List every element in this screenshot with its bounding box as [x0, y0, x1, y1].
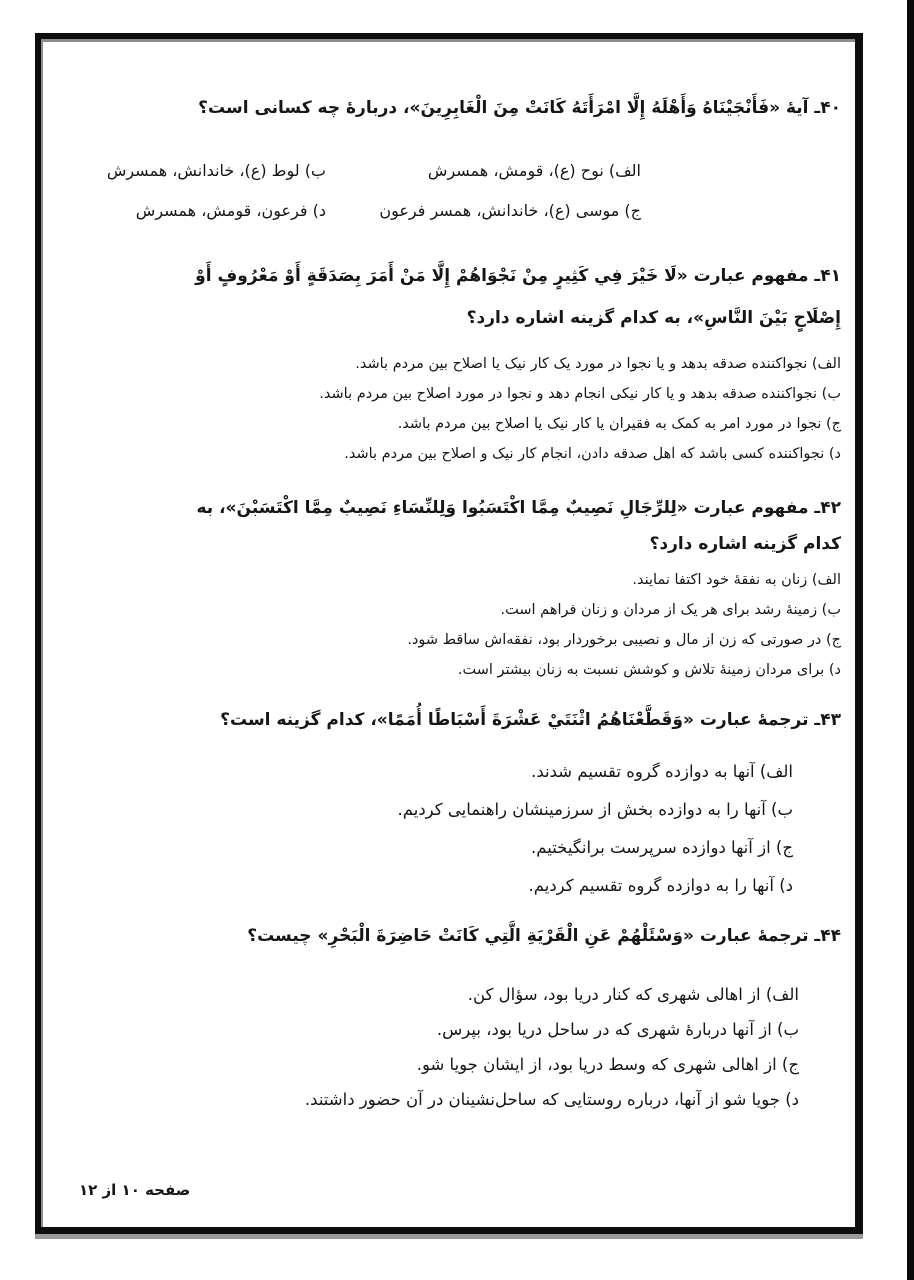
question-40-option-dal: د) فرعون، قومش، همسرش: [135, 201, 326, 220]
question-41-option-jim: ج) نجوا در مورد امر به کمک به فقیران یا کار نیک یا اصلاح بین مردم باشد.: [397, 416, 841, 432]
question-41-header-line-2: إِصْلَاحٍ بَيْنَ النَّاسِ»، به کدام گزینه اشاره دارد؟: [466, 308, 841, 328]
exam-page-frame: [35, 33, 863, 1234]
question-40-option-jim: ج) موسی (ع)، خاندانش، همسر فرعون: [379, 201, 641, 220]
question-44-option-alef: الف) از اهالی شهری که کنار دریا بود، سؤال کن.: [467, 985, 799, 1004]
question-44-header: ۴۴ـ ترجمهٔ عبارت «وَسْئَلْهُمْ عَنِ الْقَرْيَةِ الَّتِي كَانَتْ حَاضِرَةَ الْبَحْرِ» چیست؟: [247, 926, 841, 946]
question-43-option-dal: د) آنها را به دوازده گروه تقسیم کردیم.: [528, 876, 793, 895]
question-42-option-be: ب) زمینهٔ رشد برای هر یک از مردان و زنان فراهم است.: [500, 602, 841, 618]
question-40-option-be: ب) لوط (ع)، خاندانش، همسرش: [106, 161, 326, 180]
question-43-option-jim: ج) از آنها دوازده سرپرست برانگیختیم.: [531, 838, 793, 857]
exam-content: [41, 39, 855, 1117]
question-42-options: [81, 565, 841, 685]
question-43-options: [81, 753, 841, 905]
question-44-options: [81, 977, 841, 1117]
question-44-option-be: ب) از آنها دربارهٔ شهری که در ساحل دریا بود، بپرس.: [436, 1020, 799, 1039]
question-41-option-be: ب) نجواکننده صدقه بدهد و یا کار نیکی انجام دهد و نجوا در مورد اصلاح بین مردم باشد.: [319, 386, 841, 402]
window-right-edge-line: [907, 0, 914, 1280]
question-43: [81, 705, 841, 905]
question-43-option-alef: الف) آنها به دوازده گروه تقسیم شدند.: [531, 762, 793, 781]
question-41-option-dal: د) نجواکننده کسی باشد که اهل صدقه دادن، انجام کار نیک و اصلاح بین مردم باشد.: [344, 446, 841, 462]
question-40: [81, 95, 841, 231]
question-42: [81, 487, 841, 685]
question-40-option-alef: الف) نوح (ع)، قومش، همسرش: [427, 161, 641, 180]
question-43-header: ۴۳ـ ترجمهٔ عبارت «وَقَطَّعْنَاهُمُ اثْنَتَيْ عَشْرَةَ أَسْبَاطًا أُمَمًا»، کدام گزینه است؟: [220, 710, 841, 730]
question-42-header-line-2: کدام گزینه اشاره دارد؟: [649, 534, 841, 554]
question-42-option-dal: د) برای مردان زمینهٔ تلاش و کوشش نسبت به زنان بیشتر است.: [457, 662, 841, 678]
page-number: صفحه ۱۰ از ۱۲: [79, 1181, 191, 1199]
question-43-option-be: ب) آنها را به دوازده بخش از سرزمینشان راهنمایی کردیم.: [397, 800, 793, 819]
question-41: [81, 255, 841, 469]
question-40-options-row-1: [81, 151, 841, 191]
question-40-header: ۴۰ـ آیهٔ «فَأَنْجَيْنَاهُ وَأَهْلَهُ إِلَّا امْرَأَتَهُ كَانَتْ مِنَ الْغَابِرِينَ»، دربارهٔ چه کسانی است؟: [198, 98, 841, 118]
question-40-options: [81, 151, 841, 231]
question-42-header-line-1: ۴۲ـ مفهوم عبارت «لِلرِّجَالِ نَصِيبٌ مِمَّا اكْتَسَبُوا وَلِلنِّسَاءِ نَصِيبٌ مِمَّا اكْتَسَبْنَ»، به: [196, 498, 841, 518]
question-41-header-line-1: ۴۱ـ مفهوم عبارت «لَا خَيْرَ فِي كَثِيرٍ مِنْ نَجْوَاهُمْ إِلَّا مَنْ أَمَرَ بِصَدَقَةٍ أَوْ مَعْرُوفٍ أَوْ: [195, 266, 841, 286]
question-42-option-alef: الف) زنان به نفقهٔ خود اکتفا نمایند.: [632, 572, 841, 588]
question-44-option-jim: ج) از اهالی شهری که وسط دریا بود، از ایشان جویا شو.: [416, 1055, 799, 1074]
question-44-option-dal: د) جویا شو از آنها، درباره روستایی که ساحل‌نشینان در آن حضور داشتند.: [304, 1090, 799, 1109]
question-44: [81, 921, 841, 1117]
question-41-options: [81, 349, 841, 469]
question-41-option-alef: الف) نجواکننده صدقه بدهد و یا نجوا در مورد یک کار نیک یا اصلاح بین مردم باشد.: [355, 356, 841, 372]
question-40-options-row-2: [81, 191, 841, 231]
question-42-option-jim: ج) در صورتی که زن از مال و نصیبی برخوردار بود، نفقه‌اش ساقط شود.: [407, 632, 841, 648]
